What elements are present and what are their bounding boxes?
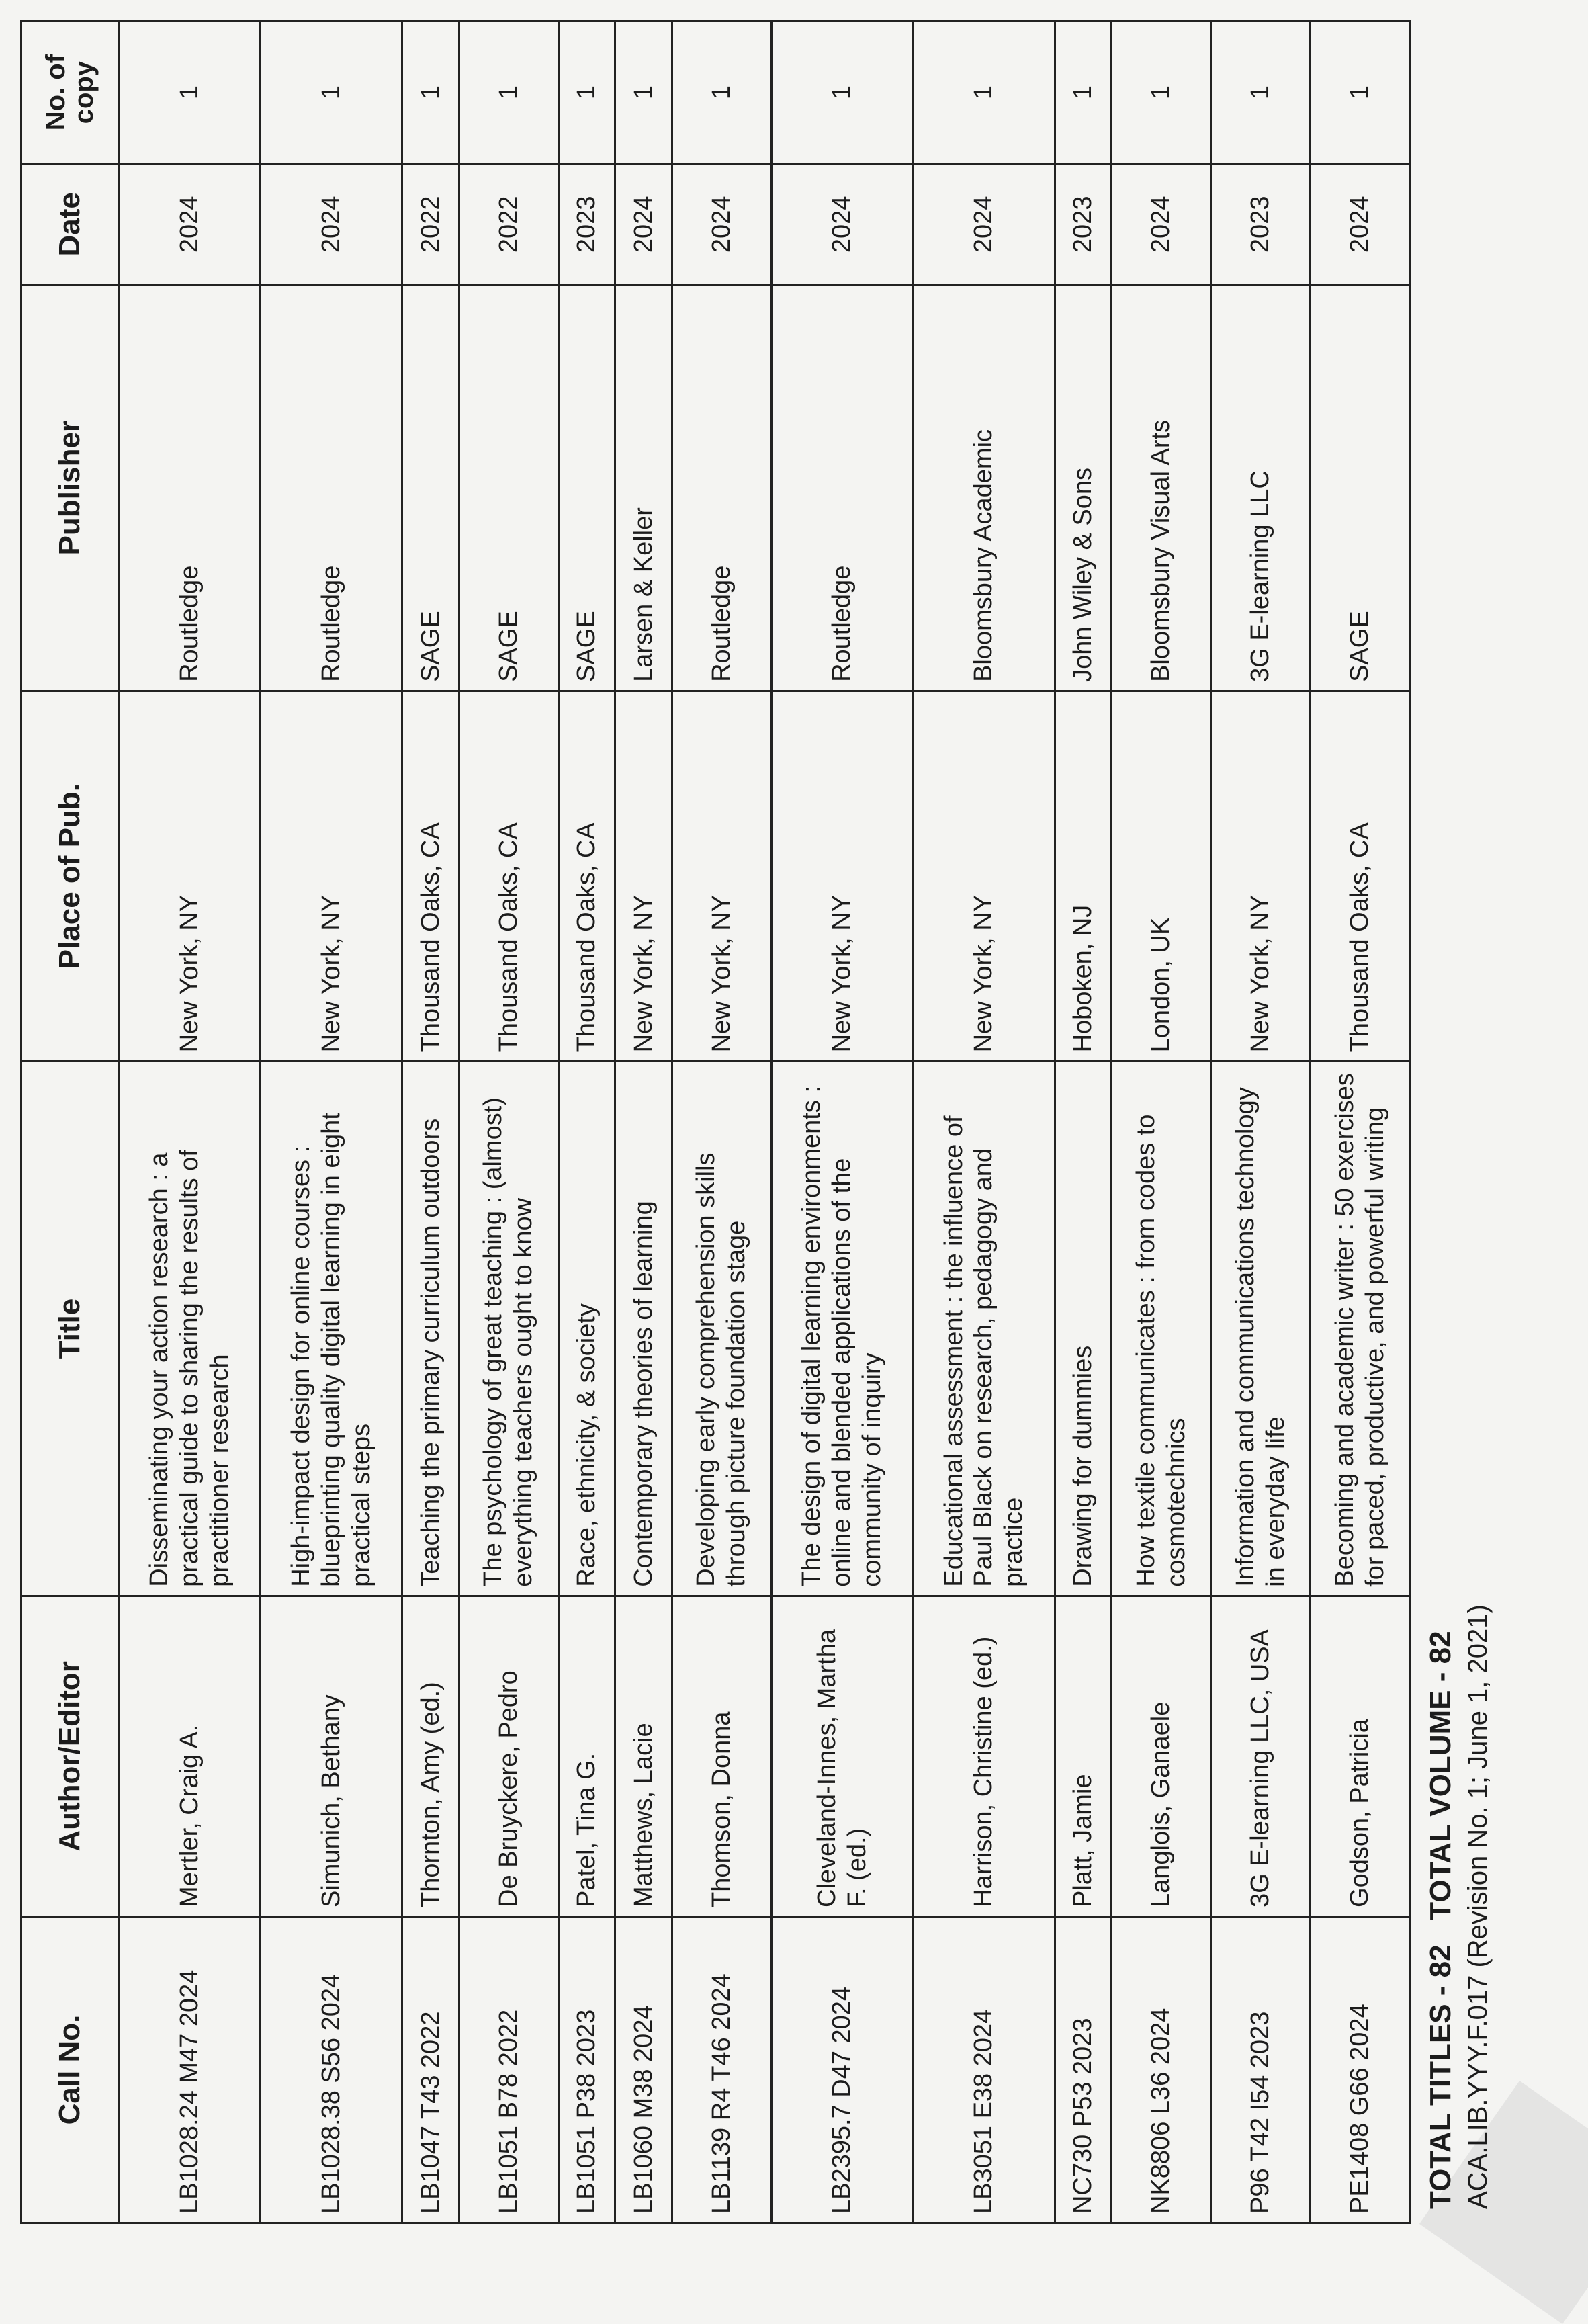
cell-author: 3G E-learning LLC, USA: [1211, 1596, 1311, 1916]
cell-publisher: SAGE: [1311, 285, 1410, 691]
header-title: Title: [21, 1062, 119, 1596]
cell-title: Educational assessment : the influence of Paul Black on research, pedagogy and practice: [913, 1062, 1055, 1596]
cell-date: 2022: [459, 164, 558, 285]
cell-copies: 1: [402, 21, 459, 164]
cell-date: 2024: [615, 164, 672, 285]
cell-publisher: Bloomsbury Academic: [913, 285, 1055, 691]
cell-call-no: LB1028.24 M47 2024: [119, 1916, 261, 2223]
cell-call-no: NC730 P53 2023: [1055, 1916, 1112, 2223]
header-row: [21, 21, 119, 2223]
cell-date: 2024: [119, 164, 261, 285]
cell-call-no: LB1060 M38 2024: [615, 1916, 672, 2223]
cell-call-no: PE1408 G66 2024: [1311, 1916, 1410, 2223]
cell-date: 2023: [558, 164, 615, 285]
table-row: [913, 21, 1055, 2223]
cell-publisher: John Wiley & Sons: [1055, 285, 1112, 691]
cell-copies: 1: [1311, 21, 1410, 164]
cell-copies: 1: [459, 21, 558, 164]
cell-copies: 1: [261, 21, 402, 164]
cell-title: Contemporary theories of learning: [615, 1062, 672, 1596]
cell-place: New York, NY: [261, 691, 402, 1061]
cell-author: Cleveland-Innes, Martha F. (ed.): [771, 1596, 913, 1916]
cell-call-no: LB1047 T43 2022: [402, 1916, 459, 2223]
table-row: [1112, 21, 1211, 2223]
cell-title: Teaching the primary curriculum outdoors: [402, 1062, 459, 1596]
cell-title: Developing early comprehension skills through picture foundation stage: [672, 1062, 771, 1596]
cell-place: London, UK: [1112, 691, 1211, 1061]
cell-call-no: LB1051 P38 2023: [558, 1916, 615, 2223]
form-code: ACA.LIB.YYY.F.017 (Revision No. 1; June 1, 2021): [1463, 1604, 1493, 2209]
table-row: [1211, 21, 1311, 2223]
cell-author: Matthews, Lacie: [615, 1596, 672, 1916]
cell-place: Thousand Oaks, CA: [459, 691, 558, 1061]
cell-call-no: LB2395.7 D47 2024: [771, 1916, 913, 2223]
cell-author: Thornton, Amy (ed.): [402, 1596, 459, 1916]
header-author: Author/Editor: [21, 1596, 119, 1916]
cell-copies: 1: [1211, 21, 1311, 164]
cell-place: New York, NY: [119, 691, 261, 1061]
cell-copies: 1: [771, 21, 913, 164]
cell-copies: 1: [672, 21, 771, 164]
cell-copies: 1: [615, 21, 672, 164]
cell-date: 2024: [771, 164, 913, 285]
cell-publisher: SAGE: [459, 285, 558, 691]
cell-title: The psychology of great teaching : (almost) everything teachers ought to know: [459, 1062, 558, 1596]
table-row: [261, 21, 402, 2223]
cell-author: Mertler, Craig A.: [119, 1596, 261, 1916]
cell-place: Hoboken, NJ: [1055, 691, 1112, 1061]
cell-call-no: NK8806 L36 2024: [1112, 1916, 1211, 2223]
cell-copies: 1: [1055, 21, 1112, 164]
cell-title: Information and communications technology in everyday life: [1211, 1062, 1311, 1596]
cell-date: 2023: [1055, 164, 1112, 285]
cell-copies: 1: [1112, 21, 1211, 164]
cell-author: Thomson, Donna: [672, 1596, 771, 1916]
cell-date: 2024: [1112, 164, 1211, 285]
cell-publisher: Routledge: [672, 285, 771, 691]
cell-copies: 1: [119, 21, 261, 164]
cell-call-no: LB1051 B78 2022: [459, 1916, 558, 2223]
cell-call-no: P96 T42 I54 2023: [1211, 1916, 1311, 2223]
table-row: [1311, 21, 1410, 2223]
table-row: [402, 21, 459, 2223]
table-row: [459, 21, 558, 2223]
cell-publisher: Routledge: [261, 285, 402, 691]
cell-copies: 1: [913, 21, 1055, 164]
cell-title: Becoming and academic writer : 50 exercises for paced, productive, and powerful writing: [1311, 1062, 1410, 1596]
cell-place: New York, NY: [672, 691, 771, 1061]
cell-publisher: Larsen & Keller: [615, 285, 672, 691]
cell-publisher: SAGE: [558, 285, 615, 691]
acquisitions-table: [20, 20, 1411, 2224]
cell-author: Langlois, Ganaele: [1112, 1596, 1211, 1916]
cell-author: Godson, Patricia: [1311, 1596, 1410, 1916]
cell-call-no: LB1139 R4 T46 2024: [672, 1916, 771, 2223]
cell-date: 2024: [1311, 164, 1410, 285]
cell-author: Simunich, Bethany: [261, 1596, 402, 1916]
header-publisher: Publisher: [21, 285, 119, 691]
totals-line: TOTAL TITLES - 82 TOTAL VOLUME - 82: [1424, 1631, 1457, 2209]
cell-copies: 1: [558, 21, 615, 164]
header-place: Place of Pub.: [21, 691, 119, 1061]
header-copies: No. of copy: [21, 21, 119, 164]
cell-place: Thousand Oaks, CA: [402, 691, 459, 1061]
cell-publisher: Routledge: [771, 285, 913, 691]
cell-author: Platt, Jamie: [1055, 1596, 1112, 1916]
table-row: [615, 21, 672, 2223]
table-row: [672, 21, 771, 2223]
cell-publisher: Bloomsbury Visual Arts: [1112, 285, 1211, 691]
header-date: Date: [21, 164, 119, 285]
cell-date: 2024: [672, 164, 771, 285]
cell-date: 2024: [913, 164, 1055, 285]
cell-author: Patel, Tina G.: [558, 1596, 615, 1916]
header-call-no: Call No.: [21, 1916, 119, 2223]
cell-place: Thousand Oaks, CA: [1311, 691, 1410, 1061]
cell-title: High-impact design for online courses : blueprinting quality digital learning in eight practical steps: [261, 1062, 402, 1596]
cell-place: New York, NY: [771, 691, 913, 1061]
table-row: [1055, 21, 1112, 2223]
cell-title: Drawing for dummies: [1055, 1062, 1112, 1596]
cell-title: Disseminating your action research : a practical guide to sharing the results of practitioner research: [119, 1062, 261, 1596]
cell-call-no: LB3051 E38 2024: [913, 1916, 1055, 2223]
cell-author: De Bruyckere, Pedro: [459, 1596, 558, 1916]
cell-date: 2024: [261, 164, 402, 285]
table-row: [558, 21, 615, 2223]
cell-publisher: SAGE: [402, 285, 459, 691]
cell-place: New York, NY: [1211, 691, 1311, 1061]
cell-call-no: LB1028.38 S56 2024: [261, 1916, 402, 2223]
cell-date: 2023: [1211, 164, 1311, 285]
cell-author: Harrison, Christine (ed.): [913, 1596, 1055, 1916]
table-row: [771, 21, 913, 2223]
table-row: [119, 21, 261, 2223]
cell-title: Race, ethnicity, & society: [558, 1062, 615, 1596]
cell-place: Thousand Oaks, CA: [558, 691, 615, 1061]
cell-place: New York, NY: [615, 691, 672, 1061]
cell-title: How textile communicates : from codes to cosmotechnics: [1112, 1062, 1211, 1596]
cell-title: The design of digital learning environments : online and blended applications of the community of inquiry: [771, 1062, 913, 1596]
cell-publisher: Routledge: [119, 285, 261, 691]
cell-date: 2022: [402, 164, 459, 285]
cell-place: New York, NY: [913, 691, 1055, 1061]
cell-publisher: 3G E-learning LLC: [1211, 285, 1311, 691]
